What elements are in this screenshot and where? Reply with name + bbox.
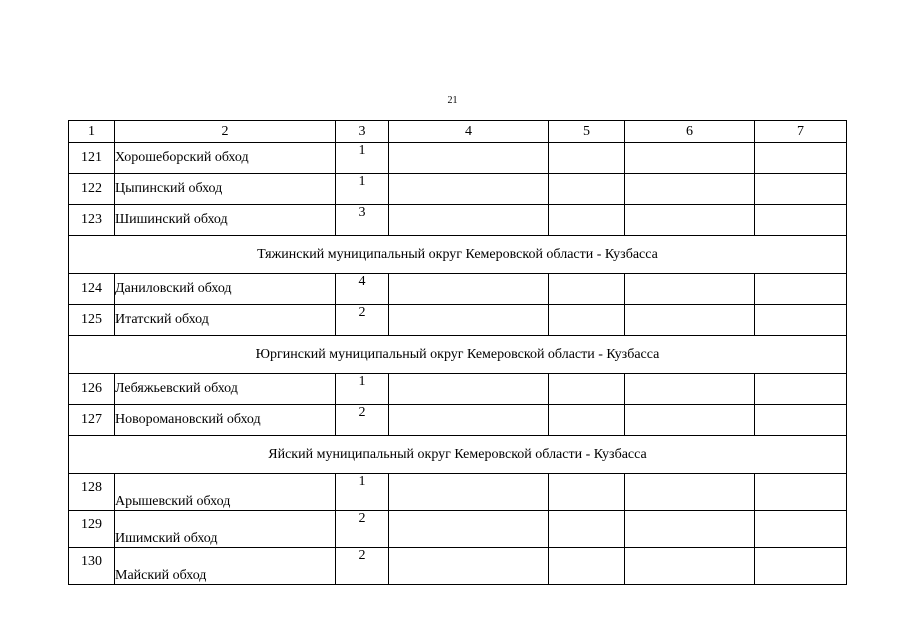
row-number: 125	[69, 305, 115, 336]
empty-cell	[625, 305, 755, 336]
row-value: 2	[336, 548, 389, 585]
empty-cell	[549, 143, 625, 174]
row-value: 2	[336, 405, 389, 436]
row-number: 123	[69, 205, 115, 236]
empty-cell	[755, 174, 847, 205]
empty-cell	[389, 205, 549, 236]
section-row	[69, 236, 847, 274]
row-name: Ишимский обход	[115, 511, 336, 548]
row-number: 122	[69, 174, 115, 205]
empty-cell	[625, 405, 755, 436]
row-name: Арышевский обход	[115, 474, 336, 511]
row-number: 121	[69, 143, 115, 174]
table-row	[69, 511, 847, 548]
row-number: 124	[69, 274, 115, 305]
empty-cell	[625, 474, 755, 511]
section-row	[69, 436, 847, 474]
row-name: Новоромановский обход	[115, 405, 336, 436]
empty-cell	[625, 274, 755, 305]
bypass-table	[68, 120, 847, 585]
empty-cell	[549, 274, 625, 305]
empty-cell	[389, 474, 549, 511]
empty-cell	[389, 548, 549, 585]
row-name: Цыпинский обход	[115, 174, 336, 205]
row-name: Шишинский обход	[115, 205, 336, 236]
section-title: Юргинский муниципальный округ Кемеровской области - Кузбасса	[69, 336, 847, 374]
empty-cell	[389, 405, 549, 436]
empty-cell	[755, 274, 847, 305]
table-row	[69, 374, 847, 405]
empty-cell	[625, 374, 755, 405]
empty-cell	[549, 405, 625, 436]
header-cell: 4	[389, 121, 549, 143]
table-row	[69, 274, 847, 305]
row-name: Даниловский обход	[115, 274, 336, 305]
empty-cell	[755, 205, 847, 236]
empty-cell	[389, 511, 549, 548]
section-row	[69, 336, 847, 374]
row-number: 130	[69, 548, 115, 585]
row-value: 2	[336, 511, 389, 548]
header-cell: 2	[115, 121, 336, 143]
table-row	[69, 405, 847, 436]
row-name: Хорошеборский обход	[115, 143, 336, 174]
empty-cell	[549, 305, 625, 336]
row-name: Майский обход	[115, 548, 336, 585]
empty-cell	[755, 143, 847, 174]
empty-cell	[549, 174, 625, 205]
empty-cell	[549, 511, 625, 548]
header-cell: 6	[625, 121, 755, 143]
empty-cell	[389, 274, 549, 305]
header-cell: 7	[755, 121, 847, 143]
empty-cell	[549, 548, 625, 585]
row-value: 2	[336, 305, 389, 336]
table-row	[69, 305, 847, 336]
section-title: Тяжинский муниципальный округ Кемеровской области - Кузбасса	[69, 236, 847, 274]
header-row	[69, 121, 847, 143]
table-row	[69, 143, 847, 174]
header-cell: 1	[69, 121, 115, 143]
empty-cell	[625, 548, 755, 585]
empty-cell	[625, 205, 755, 236]
empty-cell	[755, 548, 847, 585]
empty-cell	[549, 474, 625, 511]
empty-cell	[755, 405, 847, 436]
row-value: 1	[336, 474, 389, 511]
empty-cell	[755, 511, 847, 548]
row-name: Лебяжьевский обход	[115, 374, 336, 405]
row-number: 127	[69, 405, 115, 436]
header-cell: 3	[336, 121, 389, 143]
row-number: 129	[69, 511, 115, 548]
row-value: 1	[336, 374, 389, 405]
table-row	[69, 174, 847, 205]
row-number: 128	[69, 474, 115, 511]
empty-cell	[389, 143, 549, 174]
empty-cell	[625, 511, 755, 548]
section-title: Яйский муниципальный округ Кемеровской области - Кузбасса	[69, 436, 847, 474]
table-row	[69, 205, 847, 236]
empty-cell	[625, 143, 755, 174]
empty-cell	[389, 305, 549, 336]
table-body	[69, 121, 847, 585]
row-name: Итатский обход	[115, 305, 336, 336]
header-cell: 5	[549, 121, 625, 143]
table-row	[69, 474, 847, 511]
empty-cell	[389, 374, 549, 405]
empty-cell	[755, 305, 847, 336]
row-number: 126	[69, 374, 115, 405]
row-value: 3	[336, 205, 389, 236]
empty-cell	[625, 174, 755, 205]
row-value: 1	[336, 143, 389, 174]
empty-cell	[549, 374, 625, 405]
page-number: 21	[447, 95, 458, 106]
empty-cell	[389, 174, 549, 205]
row-value: 1	[336, 174, 389, 205]
table-row	[69, 548, 847, 585]
row-value: 4	[336, 274, 389, 305]
empty-cell	[549, 205, 625, 236]
empty-cell	[755, 374, 847, 405]
empty-cell	[755, 474, 847, 511]
